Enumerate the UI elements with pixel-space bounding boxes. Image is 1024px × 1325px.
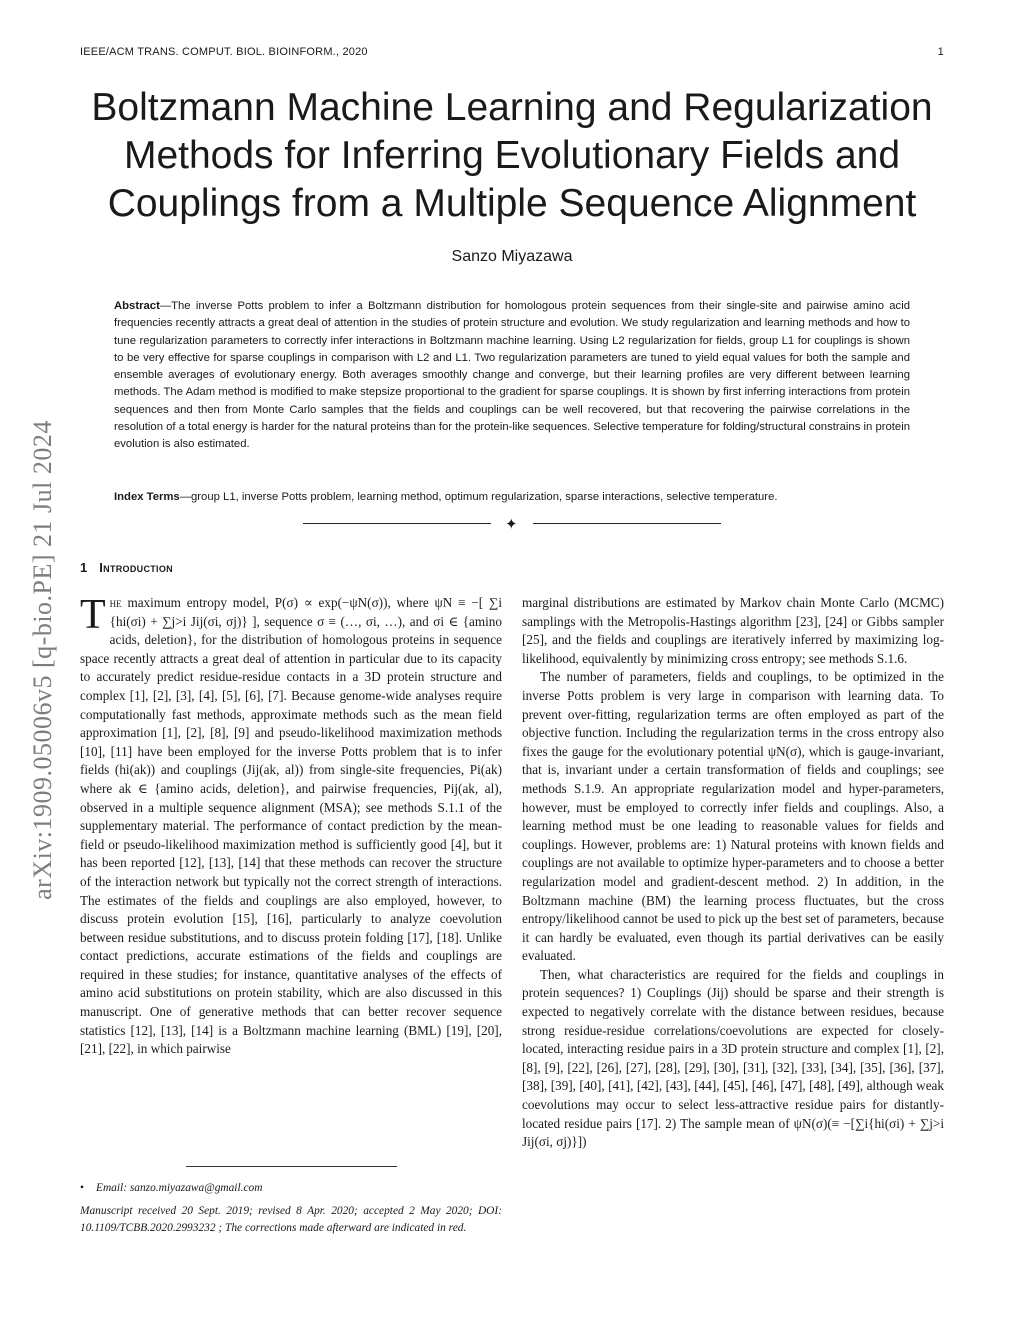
- arxiv-stamp: arXiv:1909.05006v5 [q-bio.PE] 21 Jul 2024: [28, 420, 57, 900]
- small-caps-lead: he: [109, 595, 122, 610]
- email-text: Email: sanzo.miyazawa@gmail.com: [96, 1182, 263, 1194]
- footnotes: [80, 1180, 502, 1237]
- body-paragraph: The number of parameters, fields and couplings, to be optimized in the inverse Potts problem is very large in comparison with learning data. To prevent over-fitting, regularization terms are often employed as part of the objective function. Including the regularization terms in the cross entropy also fixes the gauge for the evolutionary potential ψN(σ), which is gauge-invariant, that is, invariant under a certain transformation of fields and couplings; see methods S.1.9. An appropriate regularization model and hyper-parameters, however, must be employed to correctly infer fields and couplings. Also, a learning method must be one leading to reasonable values for fields and couplings. However, problems are: 1) Natural proteins with known fields and couplings are not available to optimize hyper-parameters and to choose a better regularization model and gradient-descent method. 2) In addition, in the Boltzmann machine (BM) the learning process fluctuates, but the cross entropy/likelihood cannot be used to pick up the best set of parameters, because it can hardly be evaluated, even though its partial derivatives can be easily evaluated.: [522, 669, 944, 964]
- body-paragraph: marginal distributions are estimated by Markov chain Monte Carlo (MCMC) samplings with the Metropolis-Hastings algorithm [23], [24] or Gibbs sampler [25], and the fields and couplings are iteratively inferred by maximizing log-likelihood, equivalently by minimizing cross entropy; see methods S.1.6.: [522, 595, 944, 666]
- section-number: 1: [80, 560, 88, 575]
- section-divider: [0, 514, 1024, 534]
- left-column: [80, 594, 502, 1059]
- divider-line-left: [303, 523, 491, 524]
- section-title: Introduction: [99, 560, 173, 575]
- running-head: [80, 46, 944, 58]
- right-column: [522, 594, 944, 1152]
- author-name: Sanzo Miyazawa: [451, 248, 573, 265]
- title-line: Couplings from a Multiple Sequence Alignment: [107, 182, 917, 225]
- divider-line-right: [533, 523, 721, 524]
- section-heading: [80, 560, 173, 575]
- index-terms: [114, 489, 910, 506]
- divider-diamond-icon: ✦: [505, 515, 518, 533]
- title-line: Methods for Inferring Evolutionary Fields and: [123, 134, 901, 177]
- footnote-email: [80, 1180, 502, 1197]
- abstract-text: —The inverse Potts problem to infer a Boltzmann distribution for homologous protein sequences from their single-site and pairwise amino acid frequencies recently attracts a great deal of attention in the studies of protein structure and evolution. We study regularization and learning methods and how to tune regularization parameters to correctly infer interactions in Boltzmann machine learning. Using L2 regularization for fields, group L1 for couplings is shown to be very effective for sparse couplings in comparison with L2 and L1. Two regularization parameters are tuned to yield equal values for both the sample and ensemble averages of evolutionary energy. Both averages smoothly change and converge, but their learning profiles are very different between learning methods. The Adam method is modified to make stepsize proportional to the gradient for sparse couplings. It is shown by first inferring interactions from protein sequences and then from Monte Carlo samples that the fields and couplings can be well recovered, but that recovering the pairwise correlations in the resolution of a total energy is harder for the natural proteins than for the protein-like sequences. Selective temperature for folding/structural constrains in protein evolution is also estimated.: [114, 300, 910, 451]
- abstract: [114, 298, 910, 454]
- intro-text: maximum entropy model, P(σ) ∝ exp(−ψN(σ)), where ψN ≡ −[ ∑i {hi(σi) + ∑j>i Jij(σi, σj)} ], sequence σ ≡ (…, σi, …), and σi ∈ {amino acids, deletion}, for the distribution of homologous proteins in sequence space recently attracts a great deal of attention in particular due to its capacity to accurately predict residue-residue contacts in a 3D protein structure and complex [1], [2], [3], [4], [5], [6], [7]. Because genome-wide analyses require computationally fast methods, approximate methods such as the mean field approximation [1], [2], [8], [9] and pseudo-likelihood maximization methods [10], [11] have been employed for the inverse Potts problem that is to infer fields (hi(ak)) and couplings (Jij(ak, al)) from single-site frequencies, Pi(ak) where ak ∈ {amino acids, deletion}, and pairwise frequencies, Pij(ak, al), observed in a multiple sequence alignment (MSA); see methods S.1.1 of the supplementary material. The performance of contact prediction by the mean-field or pseudo-likelihood maximization method is sufficiently good [4], but it has been reported [12], [13], [14] that these methods can recover the structure of the interaction network but typically not the correct strength of interactions. The estimates of the fields and couplings are also employed, however, to discuss protein evolution [15], [16], particularly to analyze coevolution between residue substitutions, and to discuss protein folding [17], [18]. Unlike contact predictions, accurate estimations of the fields and couplings are required in these studies; for instance, quantitative analyses of the effects of amino acid substitutions on protein stability, which are also discussed in this manuscript. One of generative methods that can better recover sequence statistics [12], [13], [14] is a Boltzmann machine learning (BML) [19], [20], [21], [22], in which pairwise: [80, 595, 502, 1057]
- footnote-rule: [186, 1166, 397, 1167]
- drop-cap: T: [80, 592, 106, 638]
- title-line: Boltzmann Machine Learning and Regularization: [91, 86, 933, 129]
- page-number: 1: [937, 46, 944, 58]
- paper-title: [60, 84, 964, 228]
- manuscript-note: Manuscript received 20 Sept. 2019; revised 8 Apr. 2020; accepted 2 May 2020; DOI: 10.1109/TCBB.2020.2993232 ; The corrections made afterward are indicated in red.: [80, 1205, 502, 1234]
- journal-name: IEEE/ACM TRANS. COMPUT. BIOL. BIOINFORM., 2020: [80, 46, 368, 58]
- index-terms-text: —group L1, inverse Potts problem, learning method, optimum regularization, sparse interactions, selective temperature.: [179, 491, 778, 503]
- index-terms-label: Index Terms: [114, 491, 180, 503]
- bullet-icon: •: [80, 1182, 84, 1194]
- abstract-label: Abstract: [114, 300, 160, 312]
- intro-paragraph: [80, 594, 502, 1059]
- body-paragraph: Then, what characteristics are required for the fields and couplings in protein sequences? 1) Couplings (Jij) should be sparse and their strength is expected to negatively correlate with the distance between residues, because strong residue-residue correlations/coevolutions are expected for closely-located, interacting residue pairs in a 3D protein structure and complex [1], [2], [8], [9], [22], [26], [27], [28], [29], [30], [31], [32], [33], [34], [35], [36], [37], [38], [39], [40], [41], [42], [43], [44], [45], [46], [47], [48], [49], although weak coevolutions may occur to select less-attractive residue pairs for distantly-located residue pairs [17]. 2) The sample mean of ψN(σ)(≡ −[∑i{hi(σi) + ∑j>i Jij(σi, σj)}]): [522, 966, 944, 1150]
